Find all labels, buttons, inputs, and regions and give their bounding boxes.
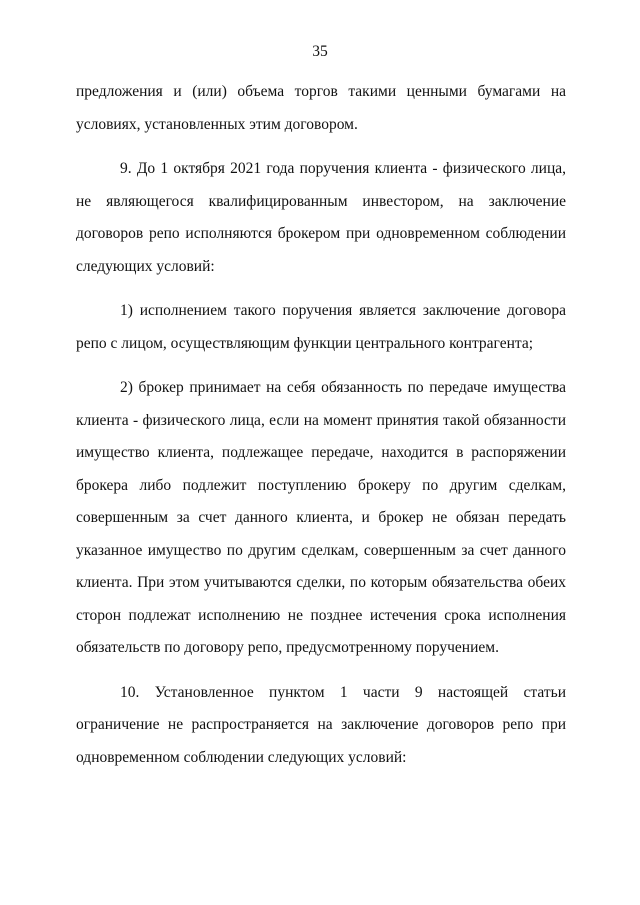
paragraph-9-item-1: 1) исполнением такого поручения является заключение договора репо с лицом, осуществляющим функции центрального контрагента; (76, 302, 566, 352)
document-body (76, 76, 566, 786)
paragraph-continuation: предложения и (или) объема торгов такими ценными бумагами на условиях, установленных этим договором. (76, 83, 566, 133)
paragraph-9-item-2: 2) брокер принимает на себя обязанность по передаче имущества клиента - физического лица, если на момент принятия такой обязанности имущество клиента, подлежащее передаче, находится в распоряжении брокера либо подлежит поступлению брокеру по другим сделкам, совершенным за счет данного клиента, и брокер не обязан передать указанное имущество по другим сделкам, совершенным за счет данного клиента. При этом учитываются сделки, по которым обязательства обеих сторон подлежат исполнению не позднее истечения срока исполнения обязательств по договору репо, предусмотренному поручением. (76, 379, 566, 656)
page-number: 35 (312, 43, 328, 60)
paragraph-10: 10. Установленное пунктом 1 части 9 настоящей статьи ограничение не распространяется на заключение договоров репо при одновременном соблюдении следующих условий: (76, 683, 566, 766)
paragraph-9: 9. До 1 октября 2021 года поручения клиента - физического лица, не являющегося квалифицированным инвестором, на заключение договоров репо исполняются брокером при одновременном соблюдении следующих условий: (76, 160, 566, 275)
